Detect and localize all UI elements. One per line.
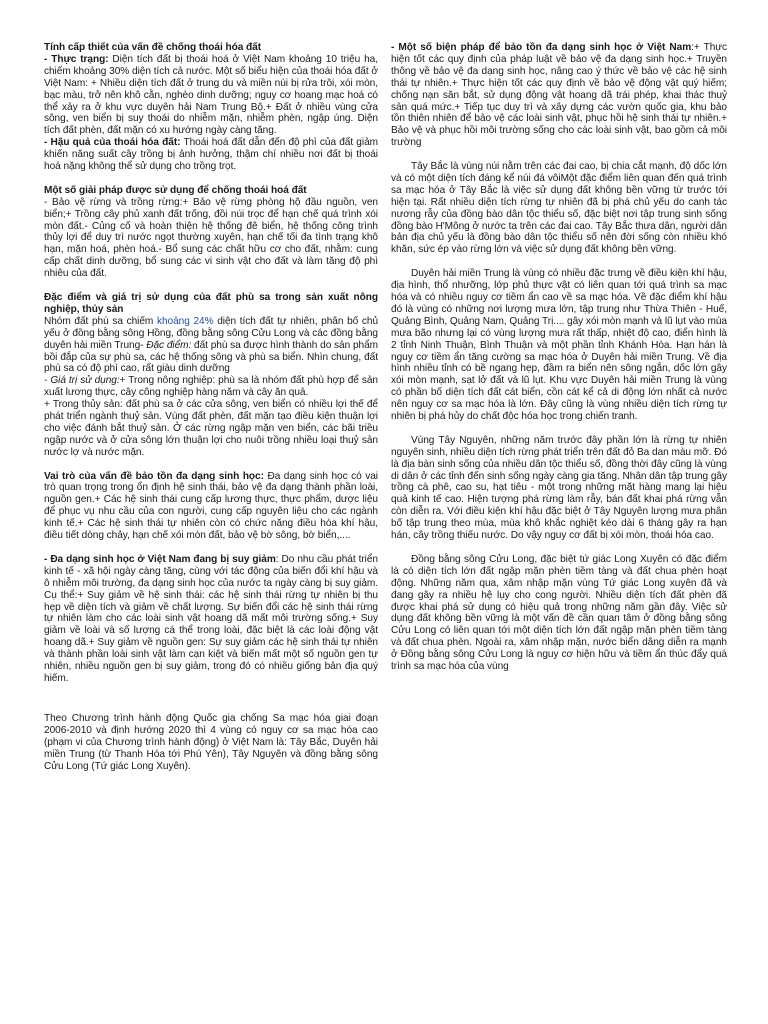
paragraph-biodiversity-role: Vai trò của vấn đề bảo tồn đa dạng sinh học: Đa dạng sinh học có vai trò quan trọng trong ổn định hệ sinh thái, bảo vệ đa dạng thành phần loài, nguồn gen.+ Các hệ sinh thái cung cấp lương thực, thực phẩm, dược liệu để phục vụ nhu cầu của con người, cung cấp nguyên liệu cho các ngành kinh tế.+ Các hệ sinh thái tự nhiên còn có chức năng điều hòa khí hậu, điều tiết dòng chảy, hạn chế xói mòn đất, bảo vệ bờ sông, bờ biển,.... xyxy=(44,470,378,542)
paragraph-consequences: - Hậu quả của thoái hóa đất: Thoái hoá đất dẫn đến độ phì của đất giảm khiến năng suất cây trồng bị ảnh hưởng, thậm chí nhiều nơi đất bị thoái hoá nặng không thể sử dụng cho trồng trọt. xyxy=(44,137,378,173)
paragraph-central-coast: Duyên hải miền Trung là vùng có nhiều đặc trưng về điều kiện khí hậu, địa hình, thổ nhưỡng, lớp phủ thực vật có liên quan tới quá trình sa mạc hóa và có nhiều nguy cơ tiềm ẩn cao về sa mạc hóa. Về đặc điểm khí hậu đó là vùng có những nơi lượng mưa lớn, tập trung như Thừa Thiên - Huế, Quảng Bình, Quảng Nam, Quảng Trị.... gây xói mòn mạnh và lũ lụt vào mùa mưa bão nhưng lại có vùng lượng mưa rất thấp, nhiệt độ cao, điển hình là 2 tỉnh Ninh Thuận, Bình Thuận và một phần tỉnh Khánh Hòa. Hạn hán là nguy cơ tiềm ẩn tăng cường sa mạc hóa ở Duyên hải miền Trung. Về địa hình nhiều tỉnh có bề ngang hẹp, đầm ra biển nên sông ngắn, dốc lớn gây xói mòn mạnh, sạt lở đất và lũ lụt. Khu vực Duyên hải miền Trung là vùng có phần bố diện tích đất cát biển, cồn cát kể cả di động lớn nhất cả nước nên nguy cơ sa mạc hóa là lớn. Đây cũng là vùng nhiều diện tích rừng tự nhiên bị phá hủy do chất độc hóa học trong chiến tranh. xyxy=(391,268,727,423)
paragraph-aquaculture: + Trong thủy sản: đất phù sa ở các cửa sông, ven biển có nhiều lợi thế để phát triển ngành thuỷ sản. Vùng đất phèn, đất mặn tạo điều kiện thuận lợi cho việc đánh bắt thuỷ sản. Ở các rừng ngập mặn ven biển, các bãi triều ngập nước và ở cửa sông lớn thuận lợi cho nuôi trồng nhiều loại thuỷ sản nước lợ và nước mặn. xyxy=(44,399,378,458)
paragraph-mekong-delta: Đồng bằng sông Cửu Long, đặc biệt tứ giác Long Xuyên có đặc điểm là có diện tích lớn đất ngập mặn phèn tiềm tàng và đất chua phèn hoạt động. Những năm qua, xâm nhập mặn vùng Tứ giác Long xuyên đã và đang gây ra nhiều hệ lụy cho cong người. Nhiều diện tích đất phèn đã được khai phá sử dụng có hiệu quả trong những năm gần đây. Việc sử dụng đất không bền vững là một vấn đề cần quan tâm ở đồng bằng sông Cửu Long có liên quan tới một diện tích lớn đất ngập mặn phèn tiềm tàng và đất chua phèn. Ngoài ra, xâm nhập mặn, nước biển dâng diễn ra mạnh ở Đồng bằng sông Cửu Long là nguy cơ hiện hữu và tiềm ẩn thúc đẩy quá trình sa mạc hóa của vùng xyxy=(391,553,727,673)
right-column xyxy=(391,42,727,673)
paragraph-biodiversity-decline: - Đa dạng sinh học ở Việt Nam đang bị suy giảm: Do nhu cầu phát triển kinh tế - xã hội ngày càng tăng, cùng với tác động của biến đổi khí hậu và ô nhiễm môi trường, đa dạng sinh học của nước ta ngày càng bị suy giảm. Cụ thể:+ Suy giảm về hệ sinh thái: các hệ sinh thái rừng tự nhiên bị thu hẹp về diện tích và giảm về chất lượng. Sự biến đổi các hệ sinh thái rừng tự nhiên làm cho các loài sinh vật hoang dã mất môi trường sống.+ Suy giảm về loài và số lượng cá thể trong loài, đặc biệt là các loài động vật hoang dã.+ Suy giảm về nguồn gen: Sự suy giảm các hệ sinh thái tự nhiên và thành phần loài sinh vật làm cạn kiệt và biến mất một số nguồn gen tự nhiên, nhiều nguồn gen bị suy giảm, trong đó có nhiều giống bản địa quý hiếm. xyxy=(44,553,378,684)
left-column xyxy=(44,42,378,772)
heading-urgency: Tính cấp thiết của vấn đề chống thoái hóa đất xyxy=(44,42,262,53)
heading-solutions: Một số giải pháp được sử dụng để chống thoái hoá đất xyxy=(44,184,307,196)
paragraph-solutions: - Bảo vệ rừng và trồng rừng:+ Bảo vệ rừng phòng hộ đầu nguồn, ven biển;+ Trồng cây phủ xanh đất trống, đồi núi trọc để hạn chế quá trình xói mòn đất.- Củng cố và hoàn thiện hệ thống đê biển, hệ thống công trình thủy lợi để duy trì nước ngọt thường xuyên, hạn chế tối đa tình trạng khô hạn, mặn hoá, phèn hoá.- Bổ sung các chất hữu cơ cho đất, nhằm: cung cấp chất dinh dưỡng, bổ sung các vi sinh vật cho đất và làm tăng độ phì nhiêu của đất. xyxy=(44,196,378,280)
paragraph-central-highlands: Vùng Tây Nguyên, những năm trước đây phần lớn là rừng tự nhiên nguyên sinh, nhiều diện tích rừng phát triển trên đất đỏ Ba dan màu mỡ. Đó là địa bàn sinh sống của nhiều dân tộc thiểu số, đồng thời đây cũng là vùng di dân ở các tỉnh đến sinh sống ngày càng gia tăng. Nhân dân tập trung gây trồng cà phê, cao su, hạt tiêu - một trong những mặt hàng mang lại hiệu quả kinh tế cao. Hiện tượng phá rừng làm rẫy, bán đất khai phá rừng vẫn còn diễn ra. Với điều kiện khí hậu đặc biệt ở Tây Nguyên lượng mưa phân bố tập trung theo mùa, mùa khô khắc nghiệt kéo dài 6 tháng gây ra hạn hán, cây trồng thiếu nước. Do vậy nguy cơ đất bị xói mòn, thoái hóa cao. xyxy=(391,434,727,542)
paragraph-northwest: Tây Bắc là vùng núi nằm trên các đai cao, bị chia cắt mạnh, độ dốc lớn và có một diện tích đáng kể núi đá vôiMột đặc điểm liên quan đến quá trình sa mạc hóa ở Tây Bắc là việc sử dụng đất không bền vững từ trước tới hiện tại. Rất nhiều diện tích rừng tự nhiên đã bị phá chủ yếu do canh tác nương rẫy của đồng bào dân tộc thiểu số, đặc biệt nơi tập trung sinh sống đồng bào H'Mông ở nước ta trên các đai cao. Tây Bắc thưa dân, người dân bản địa chủ yếu là đồng bào dân tộc thiểu số nên đời sống còn nhiều khó khăn, sức ép vào rừng lớn và việc sử dụng đất không bền vững. xyxy=(391,161,727,256)
paragraph-alluvial-features: Nhóm đất phù sa chiếm khoảng 24% diện tích đất tự nhiên, phân bố chủ yếu ở đồng bằng sông Hồng, đồng bằng sông Cửu Long và các đồng bằng duyên hải miền Trung- Đặc điểm: đất phù sa được hình thành do sản phẩm bồi đắp của sự phù sa, các hệ thống sông và phù sa biển. Nhìn chung, đất phù sa có độ phì cao, rất giàu dinh dưỡng xyxy=(44,315,379,375)
paragraph-conservation-measures: - Một số biện pháp để bảo tồn đa dạng sinh học ở Việt Nam:+ Thực hiện tốt các quy định của pháp luật về bảo vệ đa dạng sinh học.+ Truyền thông về bảo vệ đa dạng sinh học, nâng cao ý thức về bảo vệ các hệ sinh thái tự nhiên.+ Thực hiện tốt các quy định về bảo vệ động vật quý hiếm; chống nạn săn bắt, sử dụng động vật hoang dã trái phép, khai thác thuỷ sản quá mức.+ Tiếp tục duy trì và xây dựng các vườn quốc gia, khu bảo tồn thiên nhiên để bảo vệ các loài sinh vật, phục hồi hệ sinh thái tự nhiên.+ Bảo vệ và phục hồi môi trường sống cho các loài sinh vật, bao gồm cả môi trường xyxy=(391,42,727,149)
paragraph-usage-value: - Giá trị sử dụng:+ Trong nông nghiệp: phù sa là nhóm đất phù hợp để sản xuất lương thực, cây công nghiệp hàng năm và cây ăn quả. xyxy=(44,375,378,399)
paragraph-current-state: - Thực trạng: Diện tích đất bị thoái hoá ở Việt Nam khoảng 10 triệu ha, chiếm khoảng 30% diện tích cả nước. Một số biểu hiện của thoái hóa đất ở Việt Nam: + Nhiều diện tích đất ở trung du và miền núi bị rửa trôi, xói mòn, bạc màu, trở nên khô cằn, nghèo dinh dưỡng; nguy cơ hoang mạc hoá có thể xảy ra ở khu vực duyên hải Nam Trung Bộ.+ Đất ở nhiều vùng cửa sông, ven biển bị suy thoái do nhiễm mặn, nhiễm phèn, ngập úng. Diện tích đất phèn, đất mặn có xu hướng ngày càng tăng. xyxy=(44,53,378,137)
paragraph-desertification-program: Theo Chương trình hành động Quốc gia chống Sa mạc hóa giai đoạn 2006-2010 và định hướng 2020 thì 4 vùng có nguy cơ sa mạc hóa cao (phạm vi của Chương trình hành động) ở Việt Nam là: Tây Bắc, Duyên hải miền Trung (từ Thanh Hóa tới Phú Yên), Tây Nguyên và đồng bằng sông Cửu Long (Tứ giác Long Xuyên). xyxy=(44,712,378,772)
heading-alluvial-soil: Đặc điểm và giá trị sử dụng của đất phù sa trong sản xuất nông nghiệp, thủy sản xyxy=(44,292,378,315)
